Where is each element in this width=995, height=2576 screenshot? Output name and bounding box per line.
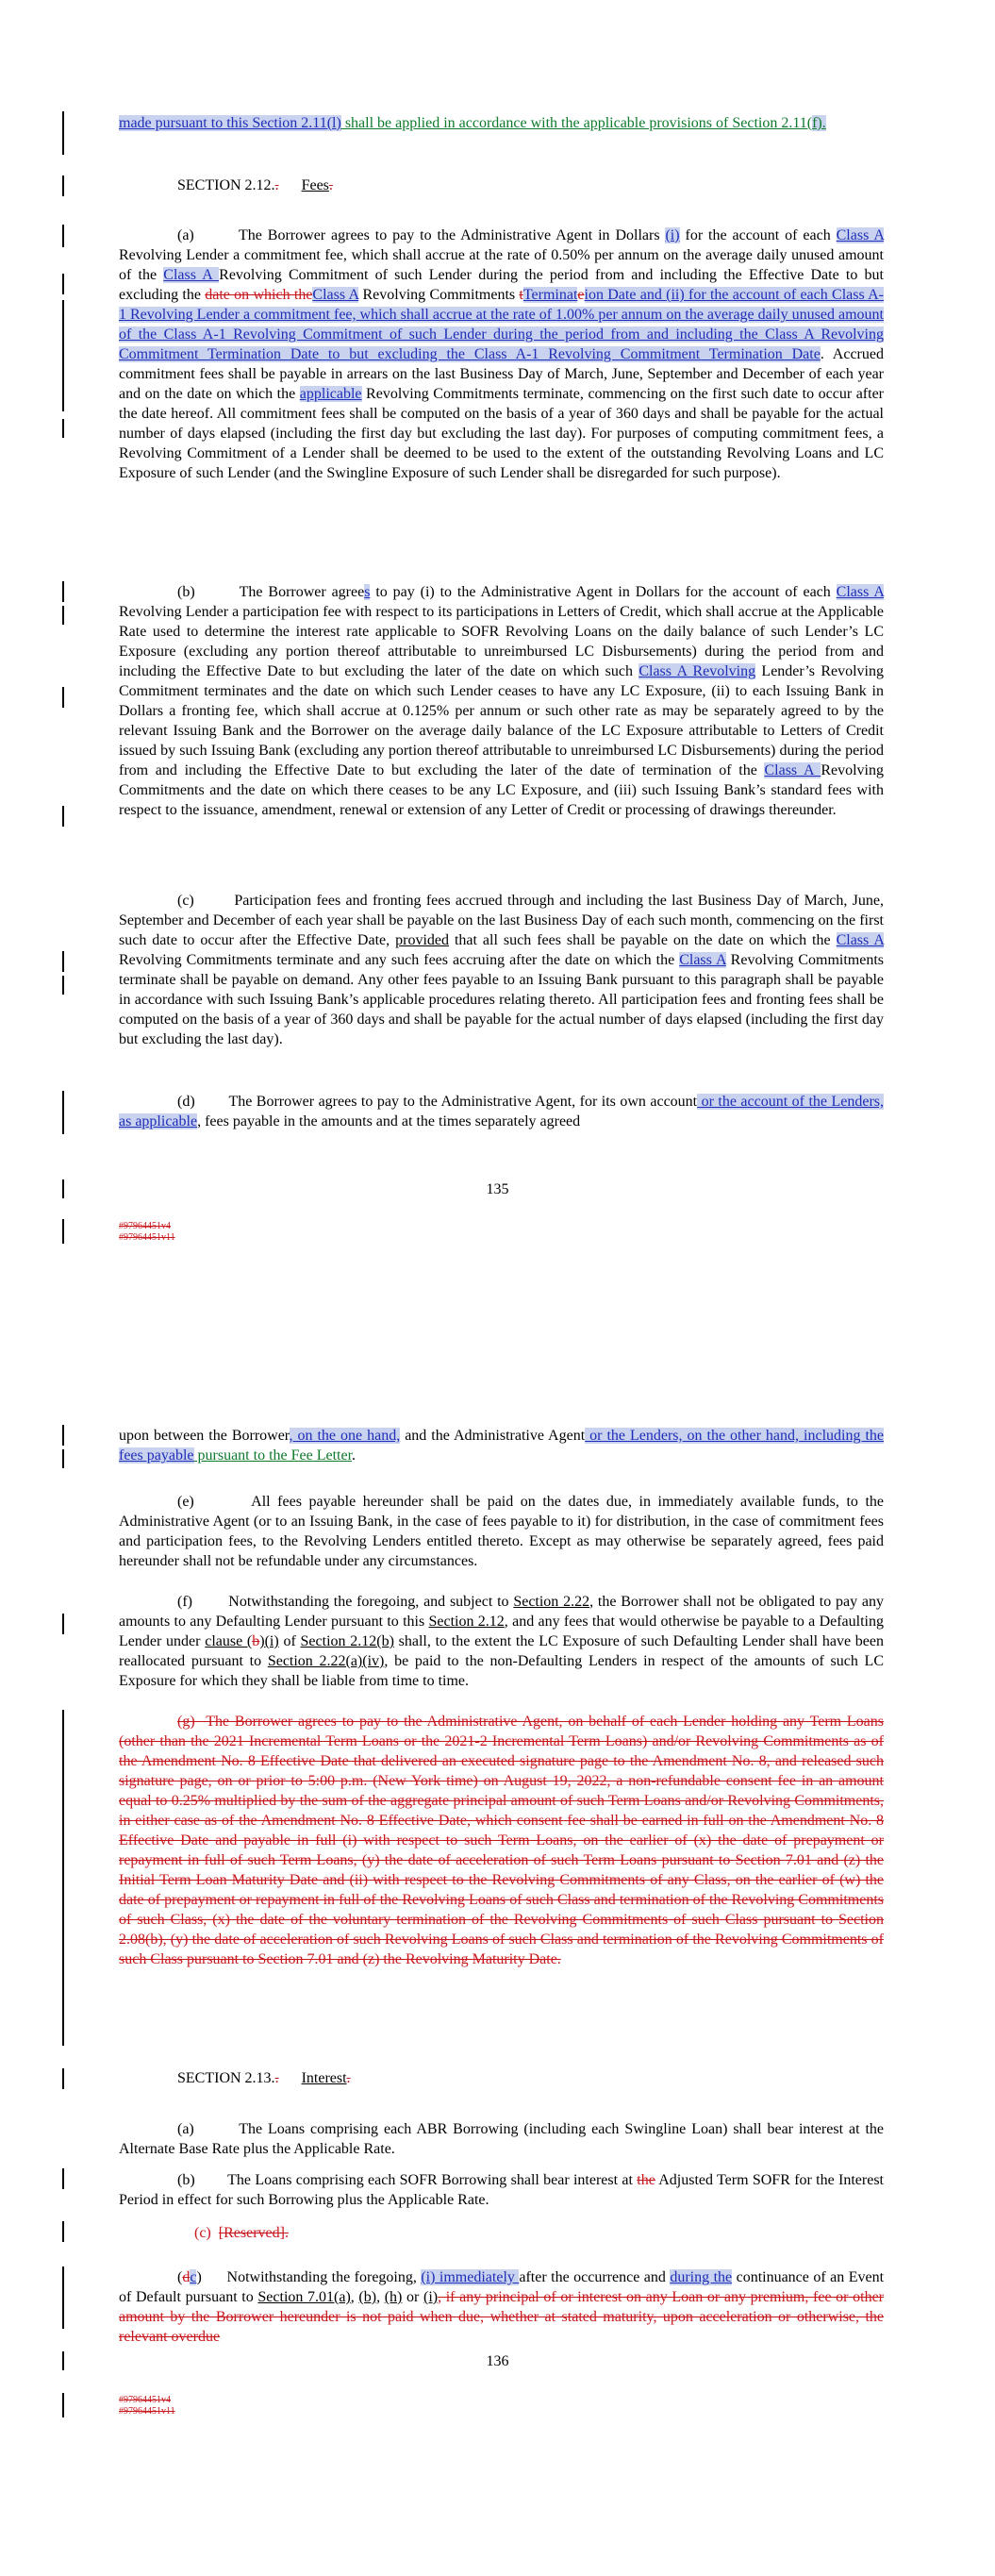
text: continuance of an Event of Default pursuant to — [119, 2269, 885, 2305]
change-bar — [62, 687, 64, 708]
text: Section 2.22 — [513, 1594, 590, 1610]
change-bar — [62, 806, 64, 827]
change-bar — [62, 951, 64, 972]
inserted-text: (i) immediately — [421, 2269, 520, 2285]
text: . — [352, 1447, 357, 1464]
inserted-text: Class A — [764, 762, 821, 778]
document-id: #97964451v4 — [119, 2395, 171, 2405]
deleted-text: d — [182, 2269, 191, 2285]
inserted-text: Class A — [836, 584, 884, 600]
section-title: Interest — [301, 2070, 347, 2086]
text: (c) Participation fees and fronting fees accrued through and including the last Business Day of March, June, September and December of each year shall be payable on the last Business Day of each such month, commencing on the first such date to occur after the Effective Date, — [119, 893, 884, 948]
paragraph-interest-d-default — [119, 2267, 884, 2347]
text: provided — [395, 932, 449, 948]
deleted-text: . — [346, 2070, 351, 2086]
inserted-text: c — [190, 2269, 197, 2285]
text: , fees payable in the amounts and at the times separately agreed — [197, 1113, 581, 1129]
section-heading-2-13 — [177, 2070, 351, 2087]
text: Revolving Commitments terminate, commencing on the first such date to occur after the date hereof. All commitment fees shall be computed on the basis of a year of 360 days and shall be payable for the actual number of days elapsed (including the first day but excluding the last day). For purposes of computing commitment fees, a Revolving Commitment of a Lender shall be deemed to be used to the extent of the outstanding Revolving Loans and LC Exposure of such Lender (and the Swingline Exposure of such Lender shall be disregarded for such purpose). — [119, 386, 885, 481]
paragraph-e-fee-payment: (e) All fees payable hereunder shall be paid on the dates due, in immediately available funds, to the Administrative Agent (or to an Issuing Bank, in the case of fees payable to it) for distribution, in the case of commitment fees and participation fees, to the Revolving Lenders entitled thereto. Except as may otherwise be separately agreed, fees paid hereunder shall not be refundable under any circumstances. — [119, 1494, 884, 1569]
paragraph-interest-a: (a) The Loans comprising each ABR Borrowing (including each Swingline Loan) shall bear interest at the Alternate Base Rate plus the Applicable Rate. — [119, 2121, 884, 2157]
deleted-text: . — [274, 2070, 279, 2086]
inserted-text: applicable — [299, 386, 362, 402]
text: (d) The Borrower agrees to pay to the Administrative Agent, for its own account — [177, 1094, 698, 1110]
change-bar — [62, 1614, 64, 1634]
carryover-paragraph — [119, 1426, 884, 1465]
change-bar — [62, 1219, 64, 1244]
inserted-text: Class A — [679, 952, 726, 968]
text: ) Notwithstanding the foregoing, — [196, 2269, 422, 2285]
change-bar — [62, 111, 64, 155]
carryover-paragraph — [119, 113, 884, 133]
inserted-text: Class A — [836, 227, 884, 243]
paragraph-f-defaulting-lender — [119, 1592, 884, 1691]
deleted-text: . — [328, 177, 333, 193]
change-bar — [62, 2393, 64, 2417]
inserted-text: made pursuant to this Section 2.11(l) — [119, 115, 341, 131]
text: Section 2.22(a)(iv) — [267, 1653, 385, 1669]
document-id: #97964451v11 — [119, 1232, 175, 1243]
text: (f) Notwithstanding the foregoing, and subject to — [177, 1594, 514, 1610]
inserted-text: Class A — [163, 267, 220, 283]
document-id-footer — [119, 2395, 175, 2417]
deleted-text: date on which the — [205, 287, 313, 303]
text: (a) The Borrower agrees to pay to the Administrative Agent in Dollars — [177, 227, 666, 243]
inserted-text: s — [364, 584, 371, 600]
section-heading-2-12 — [177, 177, 333, 194]
section-number: SECTION 2.13. — [177, 2070, 275, 2086]
text: to pay (i) to the Administrative Agent in Dollars for the account of each — [370, 584, 837, 600]
deleted-text: e — [577, 287, 585, 303]
inserted-text: ion Date and (ii) for the account of each Class A-1 Revolving Lender a commitment fee, which shall accrue at the rate of 1.00% per annum on the average daily unused amount of the Class A-1 Revolving Commitment of such Lender during the period from and including the Class A Revolving Commitment Termination Date to but excluding the Class A-1 Revolving Commitment Termination Date — [119, 287, 885, 362]
text: ( — [177, 2269, 183, 2285]
paragraph-d-agreed-fees — [119, 1092, 884, 1131]
change-bar — [62, 1091, 64, 1134]
text: Revolving Commitments terminate and any such fees accruing after the date on which the — [119, 952, 680, 968]
change-bar — [62, 1425, 64, 1446]
inserted-text: Class A — [312, 287, 359, 303]
change-bar — [62, 2168, 64, 2189]
text: after the occurrence and — [519, 2269, 671, 2285]
paragraph-interest-b — [119, 2170, 884, 2210]
change-bar — [62, 1710, 64, 2046]
inserted-text: (i) — [665, 227, 680, 243]
page-number: 135 — [486, 1181, 509, 1197]
paragraph-g-deleted-consent-fee: (g) The Borrower agrees to pay to the Administrative Agent, on behalf of each Lender holding any Term Loans (other than the 2021 Incremental Term Loans or the 2021-2 Incremental Term Loans) and/or Revolving Commitments as of the Amendment No. 8 Effective Date that delivered an executed signature page to the Amendment No. 8, and released such signature page, on or prior to 5:00 p.m. (New York time) on August 19, 2022, a non-refundable consent fee in an amount equal to 0.25% multiplied by the sum of the aggregate principal amount of such Term Loans and/or Revolving Commitments, in either case as of the Amendment No. 8 Effective Date, which consent fee shall be earned in full on the Amendment No. 8 Effective Date and payable in full (i) with respect to such Term Loans, on the earlier of (x) the date of prepayment or repayment in full of such Term Loans, (y) the date of acceleration of such Term Loans pursuant to Section 7.01 and (z) the Initial Term Loan Maturity Date and (ii) with respect to the Revolving Commitments of any Class, on the earlier of (w) the date of prepayment or repayment in full of the Revolving Loans of such Class and termination of the Revolving Commitments of such Class, (x) the date of the voluntary termination of the Revolving Commitments of such Class pursuant to Section 2.08(b), (y) the date of acceleration of such Revolving Loans of such Class and termination of the Revolving Commitments of such Class pursuant to Section 7.01 and (z) the Revolving Maturity Date. — [119, 1714, 884, 1967]
change-bar — [62, 225, 64, 247]
text: for the account of each — [679, 227, 837, 243]
text: . Accrued commitment fees shall be payable in arrears on the last Business Day of March, June, September and December of each year and on the date on which the — [119, 346, 884, 402]
text: , the Borrower shall not be obligated to pay any amounts to any Defaulting Lender pursuant to this — [119, 1594, 885, 1630]
text: shall, to the extent the LC Exposure of such Defaulting Lender shall have been reallocated pursuant to — [119, 1633, 884, 1669]
paragraph-a-commitment-fee — [119, 226, 884, 483]
deleted-text: t — [519, 287, 523, 303]
text: Revolving Commitment of such Lender during the period from and including the Effective Date to but excluding the — [119, 267, 884, 303]
text: (b) — [358, 2289, 377, 2305]
deleted-text: [Reserved]. — [218, 2225, 289, 2241]
change-bar — [62, 606, 64, 625]
inserted-text: shall be applied in accordance with the applicable provisions of Section 2.11( — [340, 115, 813, 131]
section-title: Fees — [301, 177, 329, 193]
text: , and any fees that would otherwise be payable to a Defaulting Lender under — [119, 1614, 884, 1649]
document-id: #97964451v11 — [119, 2406, 175, 2417]
inserted-text: or the Lenders, on the other hand, including the fees payable — [119, 1428, 884, 1464]
change-bar — [62, 2068, 64, 2089]
text: that all such fees shall be payable on the date on which the — [449, 932, 837, 948]
paragraph-b-participation-fee — [119, 582, 884, 820]
change-bar — [62, 2221, 64, 2242]
text: , — [376, 2289, 385, 2305]
paragraph-c-fee-payment-timing — [119, 891, 884, 1049]
text: Revolving Lender a participation fee with respect to its participations in Letters of Credit, which shall accrue at the Applicable Rate used to determine the interest rate applicable to SOFR Revolving Loans on the daily balance of such Lender’s LC Exposure (excluding any portion thereof attributable to unreimbursed LC Disbursements) during the period from and including the Effective Date to but excluding the later of the date on which such — [119, 604, 884, 679]
inserted-text: or the account of the Lenders, as applicable — [119, 1094, 885, 1129]
inserted-text: Terminat — [522, 287, 578, 303]
change-bar — [62, 581, 64, 602]
change-bar — [62, 2267, 64, 2329]
text: clause ( — [205, 1633, 253, 1649]
text: , be paid to the non-Defaulting Lenders in respect of the amounts of such LC Exposure for which they shall be liable from time to time. — [119, 1653, 885, 1689]
text: and the Administrative Agent — [400, 1428, 586, 1444]
deleted-text: . — [274, 177, 279, 193]
document-id: #97964451v4 — [119, 1221, 171, 1231]
paragraph-interest-c-deleted — [119, 2223, 884, 2243]
change-bar — [62, 274, 64, 294]
text: upon between the Borrower — [119, 1428, 290, 1444]
text: Revolving Lender a commitment fee, which shall accrue at the rate of 0.50% per annum on the average daily unused amount of the — [119, 247, 884, 283]
deleted-text: the — [637, 2172, 655, 2188]
deleted-text: b — [252, 1633, 260, 1649]
change-bar — [62, 1449, 64, 1468]
change-bar — [62, 976, 64, 995]
text: (b) The Borrower agree — [177, 584, 365, 600]
inserted-text: pursuant to the Fee Letter — [193, 1447, 353, 1464]
change-bar — [62, 300, 64, 411]
text: Adjusted Term SOFR for the Interest Period in effect for such Borrowing plus the Applicable Rate. — [119, 2172, 884, 2208]
text: Section 7.01(a) — [257, 2289, 351, 2305]
page-136 — [0, 1397, 995, 2576]
text: (b) The Loans comprising each SOFR Borrowing shall bear interest at — [177, 2172, 638, 2188]
text: )(i) — [259, 1633, 279, 1649]
section-number: SECTION 2.12. — [177, 177, 275, 193]
text: Revolving Commitments and the date on which there ceases to be any LC Exposure, and (iii) such Issuing Bank’s standard fees with respect to the issuance, amendment, renewal or extension of any Letter of Credit or processing of drawings thereunder. — [119, 762, 884, 818]
change-bar — [62, 419, 64, 438]
text: of — [278, 1633, 301, 1649]
inserted-text: , on the one hand, — [289, 1428, 401, 1444]
inserted-text: Class A Revolving — [638, 663, 756, 679]
page-number: 136 — [486, 2353, 509, 2369]
text: or — [402, 2289, 423, 2305]
deleted-text: , if any principal of or interest on any Loan or any premium, fee or other amount by the Borrower hereunder is not paid when due, whether at stated maturity, upon acceleration or otherwise, the relevant overdue — [119, 2289, 885, 2345]
document-id-footer — [119, 1221, 175, 1244]
inserted-text: during the — [670, 2269, 733, 2285]
text: Lender’s Revolving Commitment terminates and the date on which such Lender ceases to have any LC Exposure, (ii) to each Issuing Bank in Dollars a fronting fee, which shall accrue at 0.125% per annum or such other rate as may be separately agreed to by the relevant Issuing Bank and the Borrower on the average daily balance of the LC Exposure attributable to Letters of Credit issued by such Issuing Bank (excluding any portion thereof attributable to unreimbursed LC Disbursements) during the period from and including the Effective Date to but excluding the later of the date of termination of the — [119, 663, 884, 778]
text: , — [350, 2289, 359, 2305]
change-bar — [62, 176, 64, 196]
inserted-text: f). — [812, 115, 826, 131]
text: Revolving Commitments terminate shall be payable on demand. Any other fees payable to an Issuing Bank pursuant to this paragraph shall be payable in accordance with such Issuing Bank’s applicable procedures relating thereto. All participation fees and fronting fees shall be computed on the basis of a year of 360 days and shall be payable for the actual number of days elapsed (including the first day but excluding the last day). — [119, 952, 884, 1047]
deleted-text: (c) — [194, 2225, 211, 2241]
text: Section 2.12(b) — [300, 1633, 394, 1649]
text: (i) — [423, 2289, 439, 2305]
text: Section 2.12 — [428, 1614, 505, 1630]
text: Revolving Commitments — [358, 287, 520, 303]
inserted-text: Class A — [836, 932, 885, 948]
text: (h) — [384, 2289, 403, 2305]
